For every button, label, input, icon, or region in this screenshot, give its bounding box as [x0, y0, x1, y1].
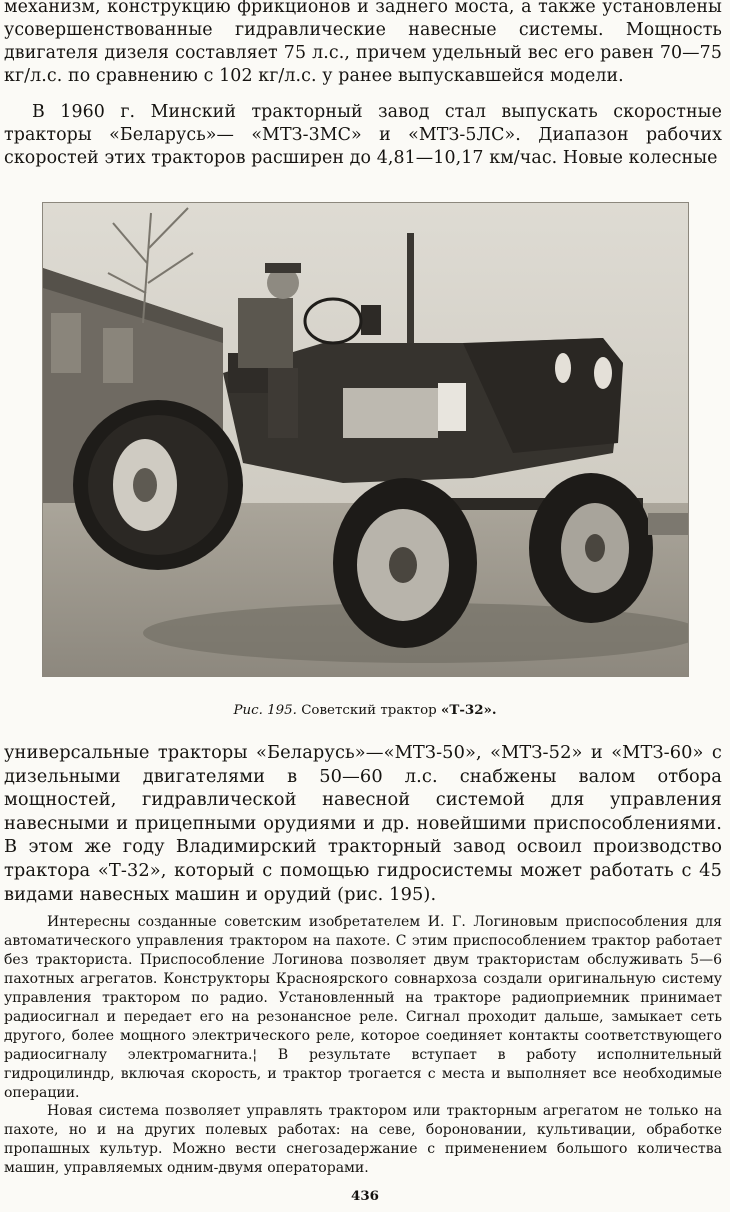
figure-model-name: «Т-32». — [440, 702, 497, 718]
paragraph-engine-details: механизм, конструкцию фрикционов и заднего моста, а также установлены усовершенствованные гидравлические навесные системы. Мощность двигателя дизеля составляет 75 л.с., причем удельный вес его равен 70—75 кг/л.с. по сравнению с 102 кг/л.с. у ранее выпускавшейся модели. — [4, 0, 722, 86]
paragraph-minsk-tractor-plant: В 1960 г. Минский тракторный завод стал выпускать скоростные тракторы «Беларусь»— «МТЗ-3МС» и «МТЗ-5ЛС». Диапазон рабочих скоростей этих тракторов расширен до 4,81—10,17 км/час. Новые колесные — [4, 102, 722, 168]
paragraph-loginov-automatic-control: Интересны созданные советским изобретателем И. Г. Логиновым приспособления для автоматического управления трактором на пахоте. С этим приспособлением трактор работает без тракториста. Приспособление Логинова позволяет двум трактористам обслуживать 5—6 пахотных агрегатов. Конструкторы Красноярского совнархоза создали оригинальную систему управления трактором по радио. Установленный на тракторе радиоприемник принимает радиосигнал и передает его на резонансное реле. Сигнал проходит дальше, замыкает сеть другого, более мощного электрического реле, которое соединяет контакты соответствующего радиосигналу электромагнита.¦ В результате вступает в работу исполнительный гидроцилиндр, включая скорость, и трактор трогается с места и выполняет все необходимые операции. — [4, 914, 722, 1101]
tractor-photo — [42, 202, 689, 677]
figure-label: Рис. 195. — [233, 703, 297, 718]
figure-caption-text: Советский трактор — [301, 703, 437, 718]
figure-caption — [0, 702, 730, 718]
paragraph-universal-tractors: универсальные тракторы «Беларусь»—«МТЗ-50», «МТЗ-52» и «МТЗ-60» с дизельными двигателями в 50—60 л.с. снабжены валом отбора мощностей, гидравлической навесной системой для управления навесными и прицепными орудиями и др. новейшими приспособлениями. В этом же году Владимирский тракторный завод освоил производство трактора «Т-32», который с помощью гидросистемы может работать с 45 видами навесных машин и орудий (рис. 195). — [4, 742, 722, 905]
page-number: 436 — [351, 1188, 379, 1204]
paragraph-new-system-uses: Новая система позволяет управлять трактором или тракторным агрегатом не только на пахоте, но и на других полевых работах: на севе, бороновании, культивации, обработке пропашных культур. Можно вести снегозадержание с применением большого количества машин, управляемых одним-двумя операторами. — [4, 1103, 722, 1176]
